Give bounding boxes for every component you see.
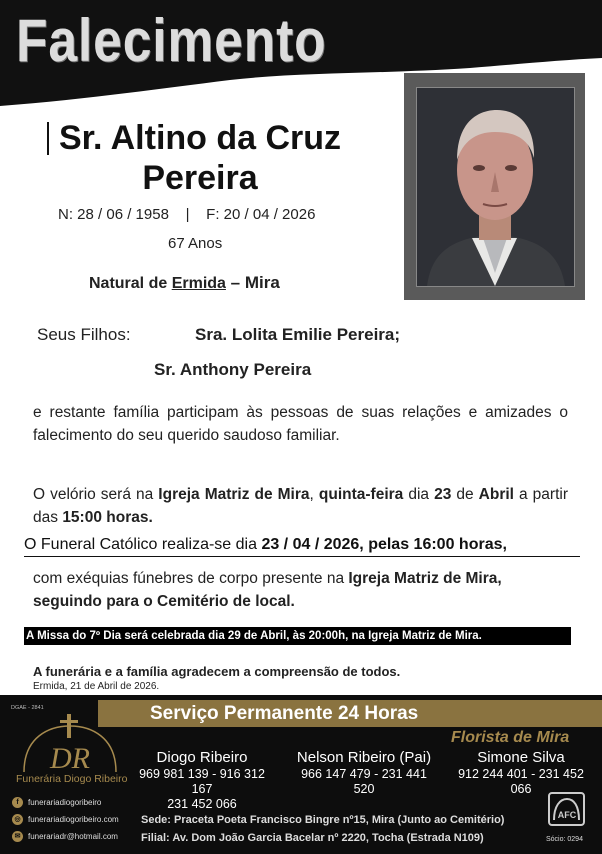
contact-name: Diogo Ribeiro xyxy=(156,749,248,766)
social-website[interactable] xyxy=(12,814,119,825)
death-date: F: 20 / 04 / 2026 xyxy=(206,206,316,223)
birth-date: N: 28 / 06 / 1958 xyxy=(58,206,169,223)
child-name-2: Sr. Anthony Pereira xyxy=(154,360,312,379)
natural-place: Ermida xyxy=(171,275,226,292)
exequias-info xyxy=(33,567,568,613)
afc-logo xyxy=(548,792,585,826)
instagram-icon: ◎ xyxy=(12,814,23,825)
children-label: Seus Filhos: xyxy=(37,325,131,344)
funeral-info xyxy=(24,536,580,557)
life-dates: N: 28 / 06 / 1958 | F: 20 / 04 / 2026 xyxy=(58,206,316,223)
address-filial: Filial: Av. Dom João Garcia Bacelar nº 2220, Tocha (Estrada N109) xyxy=(141,832,484,844)
exequias-text-1: com exéquias fúnebres de corpo presente na xyxy=(33,570,349,587)
deceased-name-line1: Sr. Altino da Cruz xyxy=(58,119,342,157)
exequias-text-2: seguindo para o Cemitério de local. xyxy=(33,593,295,610)
facebook-icon: f xyxy=(12,797,23,808)
wake-text-2: , xyxy=(309,486,319,503)
contact-phone-2[interactable]: 231 452 066 xyxy=(167,797,237,811)
dgae-number: DGAE - 2841 xyxy=(11,705,44,711)
natural-prefix: Natural de xyxy=(89,275,172,292)
portrait-image xyxy=(417,88,574,286)
logo-cross-icon xyxy=(14,712,126,776)
socio-number: Sócio: 0294 xyxy=(546,836,583,843)
page-title: Falecimento xyxy=(16,7,327,74)
age: 67 Anos xyxy=(168,235,223,252)
contact-phone[interactable]: 912 244 401 - 231 452 066 xyxy=(458,767,584,796)
wake-text-4: de xyxy=(451,486,479,503)
wake-time: 15:00 horas. xyxy=(62,509,153,526)
contact-phone[interactable]: 969 981 139 - 916 312 167 xyxy=(139,767,265,796)
social-text: funerariadiogoribeiro.com xyxy=(28,815,119,824)
child-name-1: Sra. Lolita Emilie Pereira; xyxy=(195,325,401,344)
contact-name: Nelson Ribeiro (Pai) xyxy=(296,749,432,766)
social-facebook[interactable] xyxy=(12,797,101,808)
email-icon: ✉ xyxy=(12,831,23,842)
natural-region: Mira xyxy=(244,273,280,292)
contact-simone xyxy=(447,749,595,797)
wake-date-num: 23 xyxy=(434,486,452,503)
thanks-text: A funerária e a família agradecem a compreensão de todos. xyxy=(33,664,401,679)
contact-name: Simone Silva xyxy=(477,749,565,766)
contact-nelson xyxy=(290,749,438,797)
exequias-place: Igreja Matriz de Mira, xyxy=(348,570,502,587)
deceased-name xyxy=(30,118,370,198)
contact-phone[interactable]: 966 147 479 - 231 441 520 xyxy=(301,767,427,796)
wake-info xyxy=(33,483,568,529)
funeral-date: 23 / 04 / 2026, pelas 16:00 horas, xyxy=(261,536,507,553)
wake-text-1: O velório será na xyxy=(33,486,159,503)
natural-sep: – xyxy=(225,273,245,292)
address-sede: Sede: Praceta Poeta Francisco Bingre nº15, Mira (Junto ao Cemitério) xyxy=(141,814,505,826)
wake-place: Igreja Matriz de Mira xyxy=(158,486,310,503)
service-label: Serviço Permanente 24 Horas xyxy=(150,703,419,724)
deceased-photo-frame xyxy=(404,73,585,300)
funeral-text: O Funeral Católico realiza-se dia xyxy=(24,536,262,553)
natural-from xyxy=(89,273,280,293)
deceased-name-line2: Pereira xyxy=(142,159,258,197)
deceased-photo xyxy=(416,87,575,287)
afc-letters: AFC xyxy=(557,810,577,820)
contact-diogo xyxy=(128,749,276,812)
afc-emblem-icon xyxy=(550,794,583,824)
family-announcement: e restante família participam às pessoas de suas relações e amizades o falecimento do seu querido saudoso familiar. xyxy=(33,404,568,444)
wake-text-5: a partir das xyxy=(33,486,568,526)
florista-label: Florista de Mira xyxy=(451,729,570,746)
wake-day: quinta-feira xyxy=(318,486,404,503)
missa-banner: A Missa do 7º Dia será celebrada dia 29 de Abril, às 20:00h, na Igreja Matriz de Mira. xyxy=(24,627,571,645)
social-text: funerariadr@hotmail.com xyxy=(28,832,118,841)
social-text: funerariadiogoribeiro xyxy=(28,798,102,807)
social-email[interactable] xyxy=(12,831,118,842)
logo-name: Funerária Diogo Ribeiro xyxy=(16,773,128,785)
wake-month: Abril xyxy=(478,486,514,503)
wake-text-3: dia xyxy=(403,486,435,503)
place-date: Ermida, 21 de Abril de 2026. xyxy=(33,681,160,692)
logo-letters: DR xyxy=(50,742,90,775)
